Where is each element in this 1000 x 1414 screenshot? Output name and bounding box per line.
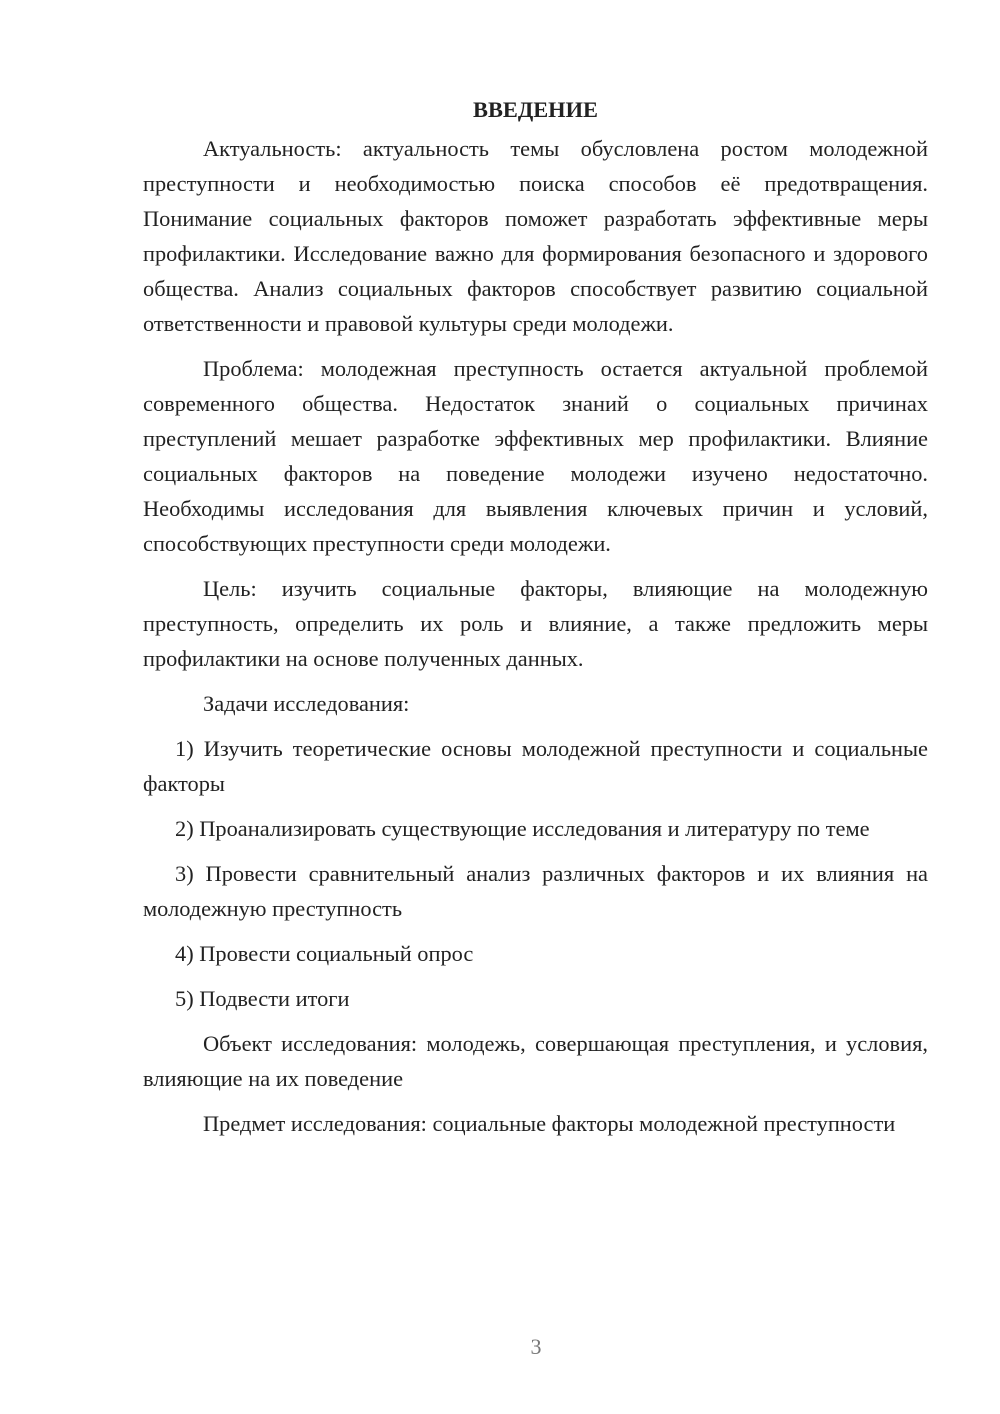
document-page [143, 92, 928, 1151]
tasks-list [143, 731, 928, 1016]
task-item: 4) Провести социальный опрос [175, 941, 474, 966]
page-title: ВВЕДЕНИЕ [473, 97, 598, 122]
task-item: 1) Изучить теоретические основы молодежной преступности и социальные факторы [143, 736, 928, 796]
tasks-heading: Задачи исследования: [203, 691, 410, 716]
subject-paragraph: Предмет исследования: социальные факторы молодежной преступности [203, 1111, 896, 1136]
task-item: 5) Подвести итоги [175, 986, 350, 1011]
task-item: 3) Провести сравнительный анализ различных факторов и их влияния на молодежную преступность [143, 861, 928, 921]
page-number: 3 [530, 1334, 542, 1359]
relevance-paragraph: Актуальность: актуальность темы обусловлена ростом молодежной преступности и необходимостью поиска способов её предотвращения. Понимание социальных факторов поможет разработать эффективные меры профилактики. Исследование важно для формирования безопасного и здорового общества. Анализ социальных факторов способствует развитию социальной ответственности и правовой культуры среди молодежи. [143, 136, 928, 336]
object-paragraph: Объект исследования: молодежь, совершающая преступления, и условия, влияющие на их поведение [143, 1031, 928, 1091]
problem-paragraph: Проблема: молодежная преступность остается актуальной проблемой современного общества. Недостаток знаний о социальных причинах преступлений мешает разработке эффективных мер профилактики. Влияние социальных факторов на поведение молодежи изучено недостаточно. Необходимы исследования для выявления ключевых причин и условий, способствующих преступности среди молодежи. [143, 356, 928, 556]
task-item: 2) Проанализировать существующие исследования и литературу по теме [175, 816, 870, 841]
goal-paragraph: Цель: изучить социальные факторы, влияющие на молодежную преступность, определить их роль и влияние, а также предложить меры профилактики на основе полученных данных. [143, 576, 928, 671]
